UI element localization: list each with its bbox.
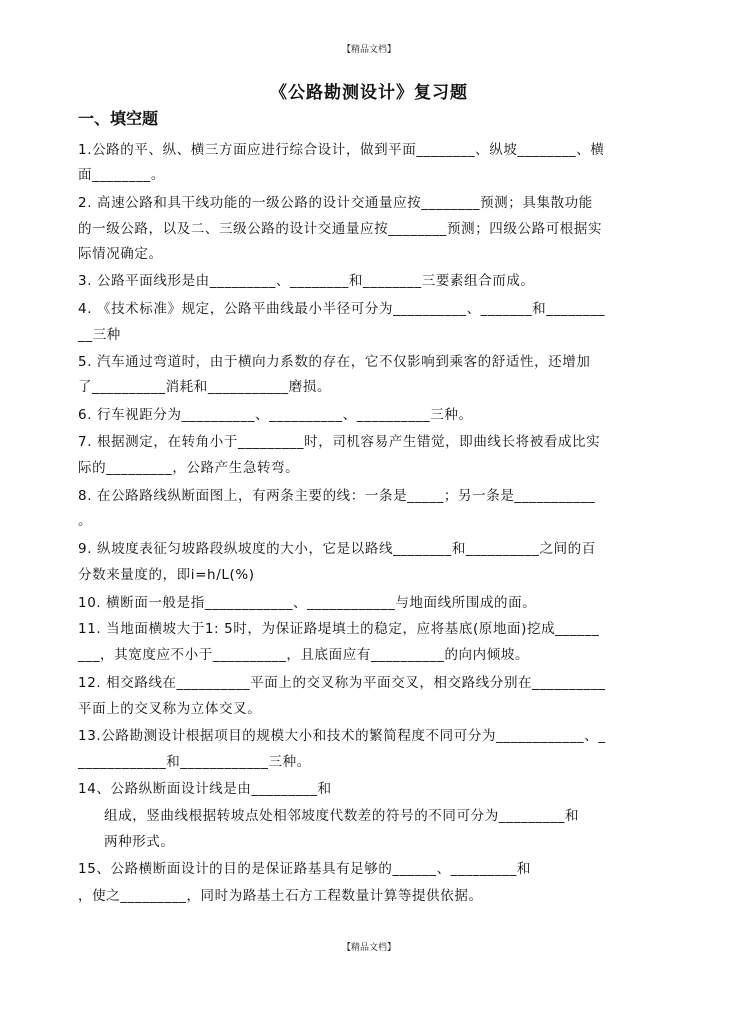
text-line: 6. 行车视距分为__________、__________、__________三种。: [78, 407, 473, 423]
text-line: 分数来量度的，即i=h/L(%): [78, 567, 255, 583]
text-line: 3. 公路平面线形是由_________、________和________三要素组合而成。: [78, 273, 535, 289]
text-line: 13.公路勘测设计根据项目的规模大小和技术的繁简程度不同可分为____________、_: [78, 728, 606, 744]
text-line: 际情况确定。: [78, 246, 163, 262]
text-line: 8. 在公路路线纵断面图上，有两条主要的线：一条是_____；另一条是___________: [78, 488, 596, 504]
text-line: 11. 当地面横坡大于1: 5时，为保证路堤填土的稳定，应将基底(原地面)挖成______: [78, 621, 600, 637]
text-line: 15、公路横断面设计的目的是保证路基具有足够的______、_________和: [78, 861, 531, 877]
text-line: 面________。: [78, 167, 165, 183]
text-line: 。: [78, 513, 93, 529]
text-line: 12. 相交路线在__________平面上的交叉称为平面交叉，相交路线分别在__________: [78, 675, 606, 691]
text-line: 5. 汽车通过弯道时，由于横向力系数的存在，它不仅影响到乘客的舒适性，还增加: [78, 354, 591, 370]
text-line: ___，其宽度应不小于__________，且底面应有__________的向内倾坡。: [78, 647, 530, 663]
text-line: ____________和____________三种。: [78, 754, 311, 770]
page-title: 《公路勘测设计》复习题: [270, 83, 468, 103]
text-line: 平面上的交叉称为立体交叉。: [78, 701, 262, 717]
text-line: 组成，竖曲线根据转坡点处相邻坡度代数差的符号的不同可分为_________和: [104, 808, 580, 824]
text-line: 两种形式。: [104, 834, 175, 850]
text-line: 际的_________，公路产生急转弯。: [78, 460, 300, 476]
text-line: ，使之_________，同时为路基土石方工程数量计算等提供依据。: [78, 888, 483, 904]
page-footer: 【精品文档】: [341, 943, 396, 953]
text-line: 7. 根据测定，在转角小于_________时，司机容易产生错觉，即曲线长将被看成比实: [78, 434, 601, 450]
page-header: 【精品文档】: [341, 45, 396, 55]
text-line: 10. 横断面一般是指____________、____________与地面线所围成的面。: [78, 595, 537, 611]
text-line: 9. 纵坡度表征匀坡路段纵坡度的大小，它是以路线________和__________之间的百: [78, 541, 596, 557]
text-line: 4. 《技术标准》规定，公路平曲线最小半径可分为__________、_______和________: [78, 301, 606, 317]
text-line: 1.公路的平、纵、横三方面应进行综合设计，做到平面________、纵坡________、横: [78, 142, 605, 158]
section-heading: 一、填空题: [78, 109, 159, 128]
text-line: 14、公路纵断面设计线是由_________和: [78, 781, 332, 797]
text-line: 2. 高速公路和具干线功能的一级公路的设计交通量应按________预测；具集散功能: [78, 195, 593, 211]
text-line: 了__________消耗和___________磨损。: [78, 379, 332, 395]
text-line: __三种: [78, 327, 121, 343]
text-line: 的一级公路，以及二、三级公路的设计交通量应按________预测；四级公路可根据实: [78, 221, 603, 237]
